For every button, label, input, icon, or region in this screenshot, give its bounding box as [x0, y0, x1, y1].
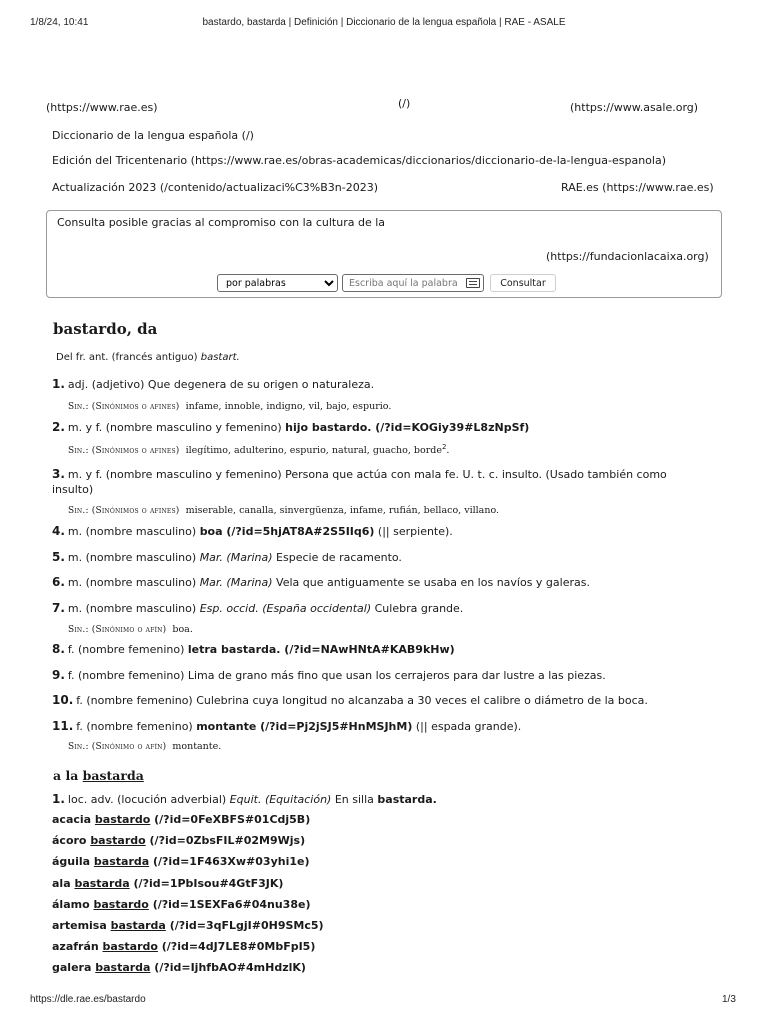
compound-ref[interactable]: (/?id=4dJ7LE8#0MbFpI5) [157, 940, 316, 954]
etymology-text: Del fr. ant. (francés antiguo) [56, 352, 201, 363]
print-footer-page: 1/3 [722, 994, 736, 1005]
syn-superscript: 2 [441, 443, 447, 451]
synonyms-1 [68, 401, 391, 412]
sense-after: Culebra grande. [371, 602, 464, 615]
sense-after: (|| serpiente). [374, 525, 453, 538]
syn-list: ilegítimo, adulterino, espurio, natural, guacho, borde [185, 445, 442, 457]
search-field[interactable] [342, 274, 484, 292]
sense-text: m. (nombre masculino) [67, 551, 200, 564]
sense-after: (|| espada grande). [412, 720, 522, 733]
compound-entry[interactable] [52, 961, 306, 974]
keyboard-icon[interactable] [466, 278, 480, 288]
sense-domain: Equit. (Equitación) [229, 793, 332, 806]
sense-text: f. (nombre femenino) [76, 720, 197, 733]
synonyms-3 [68, 505, 499, 516]
compound-entry[interactable] [52, 898, 310, 911]
etymology [56, 352, 240, 363]
sense-text: m. (nombre masculino) [67, 525, 200, 538]
compound-word[interactable]: bastardo [90, 834, 146, 848]
sense-link[interactable]: letra bastarda. (/?id=NAwHNtA#KAB9kHw) [187, 643, 455, 656]
compound-entry[interactable] [52, 813, 310, 826]
compound-entry[interactable] [52, 940, 315, 953]
sense-5 [52, 550, 402, 564]
search-input[interactable] [345, 276, 471, 290]
print-datetime: 1/8/24, 10:41 [30, 17, 89, 28]
print-footer-url: https://dle.rae.es/bastardo [30, 994, 146, 1005]
syn-list: boa. [172, 624, 193, 635]
sense-1 [52, 377, 374, 391]
sense-number: 7. [52, 601, 65, 615]
sense-number: 2. [52, 420, 65, 434]
sense-3-continued: insulto) [52, 483, 94, 496]
compound-prefix: galera [52, 961, 96, 975]
sense-number: 9. [52, 668, 65, 682]
compound-ref[interactable]: (/?id=1PbIsou#4GtF3JK) [129, 876, 284, 890]
consultar-button[interactable]: Consultar [490, 274, 556, 292]
synonyms-2 [68, 443, 449, 456]
sense-11 [52, 719, 521, 733]
compound-word[interactable]: bastarda [74, 876, 130, 890]
sense-4 [52, 524, 453, 538]
sense-text: m. y f. (nombre masculino y femenino) [67, 421, 286, 434]
compound-entry[interactable] [52, 855, 310, 868]
sense-after: En silla [331, 793, 378, 806]
syn-label: Sin.: (Sinónimo o afín) [68, 625, 167, 635]
sense-3 [52, 467, 667, 481]
headword: bastardo, da [53, 320, 158, 338]
compound-word[interactable]: bastarda [95, 961, 151, 975]
syn-list: infame, innoble, indigno, vil, bajo, espurio. [185, 401, 392, 412]
compound-prefix: artemisa [52, 919, 111, 932]
sense-number: 6. [52, 575, 65, 589]
sense-6 [52, 575, 590, 589]
sense-number: 11. [52, 719, 74, 733]
compound-ref[interactable]: (/?id=3qFLgjI#0H9SMc5) [165, 919, 324, 932]
sense-text: loc. adv. (locución adverbial) [67, 793, 230, 806]
rae-link[interactable]: (https://www.rae.es) [46, 101, 158, 114]
sense-domain: Mar. (Marina) [199, 576, 273, 589]
compound-ref[interactable]: (/?id=0ZbsFIL#02M9Wjs) [145, 834, 306, 848]
sense-number: 8. [52, 642, 65, 656]
sense-text: adj. (adjetivo) Que degenera de su origen o naturaleza. [67, 378, 375, 391]
syn-end: . [446, 445, 450, 457]
compound-word[interactable]: bastardo [102, 940, 158, 954]
print-title: bastardo, bastarda | Definición | Diccionario de la lengua española | RAE - ASALE [202, 17, 566, 28]
syn-label: Sin.: (Sinónimo o afín) [68, 742, 167, 752]
sense-domain: Mar. (Marina) [199, 551, 273, 564]
locution-prefix: a la [53, 768, 83, 783]
sense-number: 3. [52, 467, 65, 481]
syn-list: montante. [172, 741, 222, 752]
sense-number: 1. [52, 792, 65, 806]
sense-number: 10. [52, 693, 74, 707]
home-link[interactable]: (/) [398, 97, 411, 110]
compound-ref[interactable]: (/?id=0FeXBFS#01Cdj5B) [150, 813, 311, 826]
compound-entry[interactable] [52, 877, 283, 890]
search-mode-select[interactable] [217, 274, 338, 292]
sense-domain: Esp. occid. (España occidental) [199, 602, 372, 615]
compound-word[interactable]: bastardo [94, 813, 151, 826]
asale-link[interactable]: (https://www.asale.org) [570, 101, 699, 114]
compound-ref[interactable]: (/?id=1F463Xw#03yhi1e) [149, 855, 310, 869]
sense-after: Especie de racamento. [272, 551, 402, 564]
sponsor-text: Consulta posible gracias al compromiso con la cultura de la [57, 216, 386, 229]
compound-entry[interactable] [52, 919, 324, 932]
sense-text: m. (nombre masculino) [67, 576, 200, 589]
sense-text: f. (nombre femenino) Lima de grano más fino que usan los cerrajeros para dar lustre a las piezas. [67, 669, 606, 682]
sense-2 [52, 420, 529, 434]
sense-number: 4. [52, 524, 65, 538]
edition-link[interactable]: Edición del Tricentenario (https://www.rae.es/obras-academicas/diccionarios/diccionario-de-la-lengua-espanola) [52, 154, 666, 167]
sense-7 [52, 601, 463, 615]
locution-word[interactable]: bastarda [82, 768, 144, 783]
syn-label: Sin.: (Sinónimos o afines) [68, 446, 180, 457]
syn-label: Sin.: (Sinónimos o afines) [68, 402, 180, 412]
synonyms-7 [68, 624, 193, 635]
locution-heading [53, 768, 144, 783]
synonyms-11 [68, 741, 221, 752]
compound-ref[interactable]: (/?id=IjhfbAO#4mHdzlK) [150, 961, 306, 975]
sense-text: f. (nombre femenino) Culebrina cuya longitud no alcanzaba a 30 veces el calibre o diámetro de la boca. [76, 694, 648, 707]
locution-sense [52, 792, 437, 806]
sense-text: m. y f. (nombre masculino y femenino) Persona que actúa con mala fe. U. t. c. insulto. (Usado también como [67, 468, 667, 481]
update-link[interactable]: Actualización 2023 (/contenido/actualizaci%C3%B3n-2023) [52, 181, 378, 194]
syn-list: miserable, canalla, sinvergüenza, infame, rufián, bellaco, villano. [185, 505, 500, 516]
sense-text: f. (nombre femenino) [67, 643, 188, 656]
compound-word[interactable]: bastardo [93, 897, 149, 911]
sense-text: m. (nombre masculino) [67, 602, 200, 615]
rae-es-link[interactable]: RAE.es (https://www.rae.es) [561, 181, 714, 194]
compound-entry[interactable] [52, 834, 305, 847]
sense-8 [52, 642, 455, 656]
syn-label: Sin.: (Sinónimos o afines) [68, 506, 180, 516]
compound-prefix: ala [52, 876, 75, 890]
sense-9 [52, 668, 606, 682]
compound-word[interactable]: bastarda [110, 919, 166, 932]
sense-number: 1. [52, 377, 65, 391]
compound-prefix: águila [52, 855, 94, 869]
etymology-word: bastart. [200, 352, 240, 363]
sponsor-link[interactable]: (https://fundacionlacaixa.org) [546, 250, 709, 263]
compound-prefix: álamo [52, 897, 94, 911]
compound-prefix: azafrán [52, 940, 103, 954]
sense-bold: bastarda. [377, 793, 437, 806]
dictionary-link[interactable]: Diccionario de la lengua española (/) [52, 129, 254, 142]
compound-prefix: ácoro [52, 834, 91, 848]
sense-link[interactable]: montante (/?id=Pj2jSJ5#HnMSJhM) [196, 720, 413, 733]
compound-prefix: acacia [52, 813, 95, 826]
sense-link[interactable]: boa (/?id=5hjAT8A#2S5IIq6) [199, 525, 375, 538]
sense-link[interactable]: hijo bastardo. (/?id=KOGiy39#L8zNpSf) [285, 421, 530, 434]
sense-number: 5. [52, 550, 65, 564]
sense-after: Vela que antiguamente se usaba en los navíos y galeras. [272, 576, 590, 589]
sense-10 [52, 693, 648, 707]
compound-word[interactable]: bastarda [93, 855, 150, 869]
compound-ref[interactable]: (/?id=1SEXFa6#04nu38e) [148, 897, 311, 911]
